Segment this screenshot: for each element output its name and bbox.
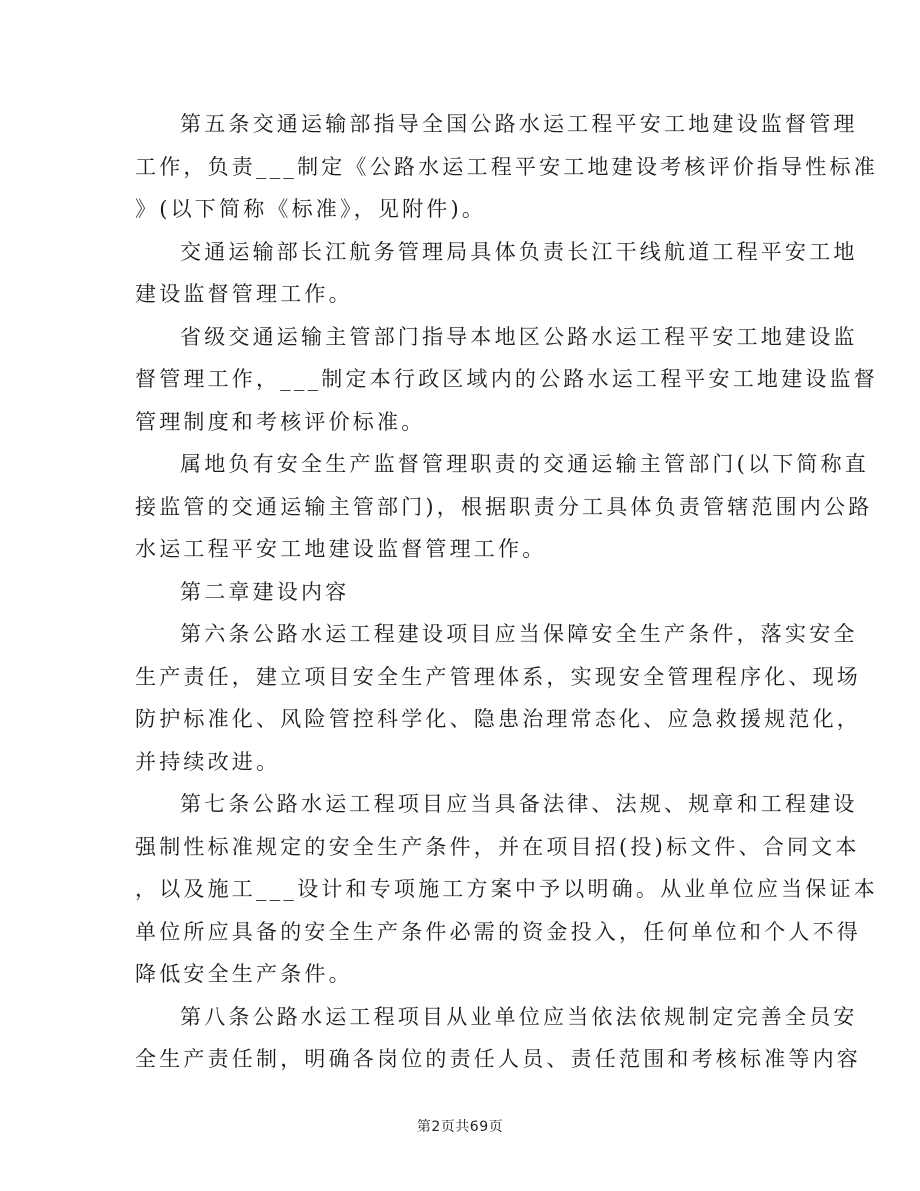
- text-line: 》(以下简称《标准》，见附件)。: [135, 197, 487, 221]
- text-line: 降低安全生产条件。: [135, 962, 353, 986]
- text-line: 工作，负责___制定《公路水运工程平安工地建设考核评价指导性标准: [135, 155, 878, 179]
- text-line: 第八条公路水运工程项目从业单位应当依法依规制定完善全员安: [180, 1005, 858, 1029]
- text-line: 属地负有安全生产监督管理职责的交通运输主管部门(以下简称直: [180, 452, 869, 476]
- text-line: 第五条交通运输部指导全国公路水运工程平安工地建设监督管理: [180, 112, 858, 136]
- text-line: 第七条公路水运工程项目应当具备法律、法规、规章和工程建设: [180, 792, 858, 816]
- text-line: 省级交通运输主管部门指导本地区公路水运工程平安工地建设监: [180, 325, 858, 349]
- page-number: 第2页共69页: [416, 1119, 504, 1135]
- text-line: 建设监督管理工作。: [135, 282, 353, 306]
- section-heading: 第二章建设内容: [180, 580, 350, 604]
- text-line: 管理制度和考核评价标准。: [135, 410, 426, 434]
- text-line: ，以及施工___设计和专项施工方案中予以明确。从业单位应当保证本: [135, 877, 878, 901]
- text-line: 水运工程平安工地建设监督管理工作。: [135, 537, 547, 561]
- text-line: 全生产责任制，明确各岗位的责任人员、责任范围和考核标准等内容: [135, 1047, 861, 1071]
- text-line: 并持续改进。: [135, 750, 281, 774]
- text-line: 接监管的交通运输主管部门)，根据职责分工具体负责管辖范围内公路: [135, 495, 873, 519]
- text-line: 督管理工作，___制定本行政区域内的公路水运工程平安工地建设监督: [135, 367, 878, 391]
- text-line: 单位所应具备的安全生产条件必需的资金投入，任何单位和个人不得: [135, 920, 861, 944]
- text-line: 生产责任，建立项目安全生产管理体系，实现安全管理程序化、现场: [135, 665, 861, 689]
- text-line: 第六条公路水运工程建设项目应当保障安全生产条件，落实安全: [180, 622, 858, 646]
- text-line: 交通运输部长江航务管理局具体负责长江干线航道工程平安工地: [180, 240, 858, 264]
- text-line: 强制性标准规定的安全生产条件，并在项目招(投)标文件、合同文本: [135, 835, 860, 859]
- text-line: 防护标准化、风险管控科学化、隐患治理常态化、应急救援规范化，: [135, 707, 861, 731]
